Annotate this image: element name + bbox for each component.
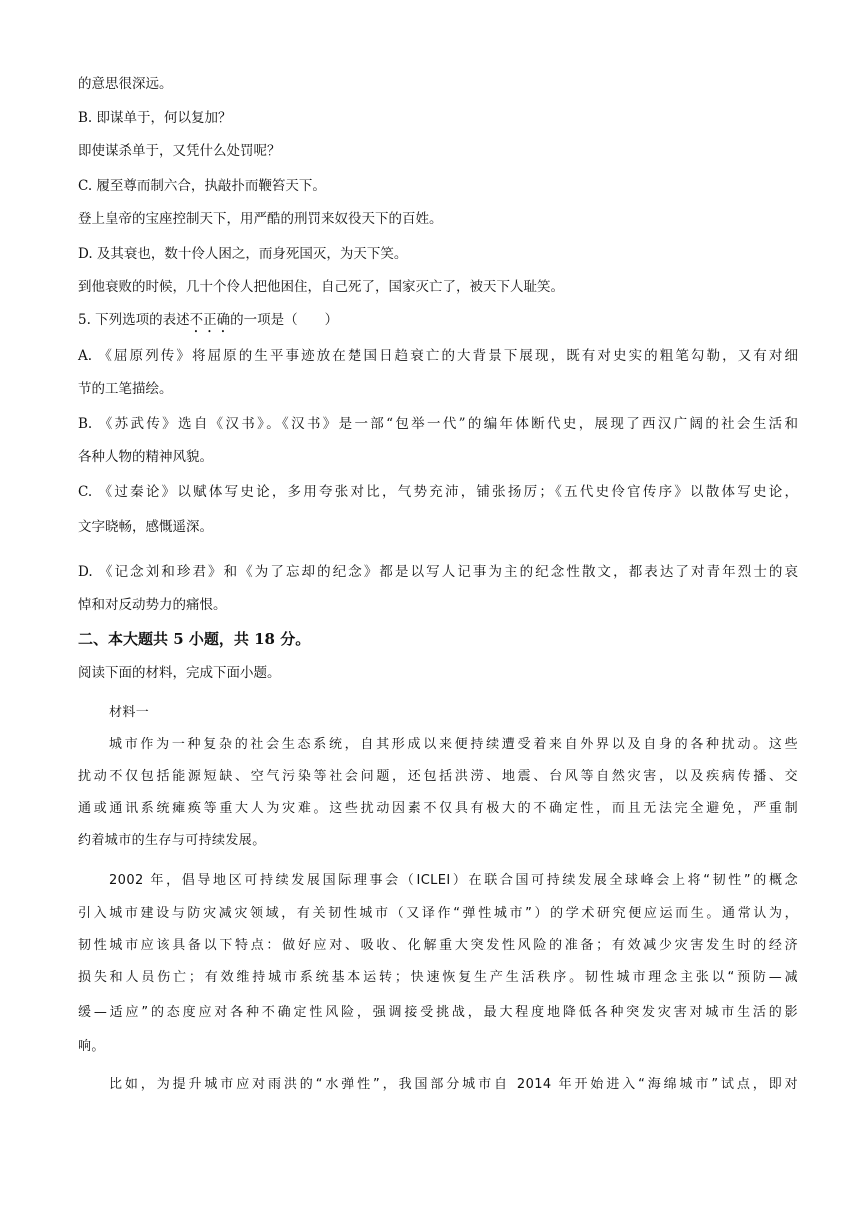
q5-option-d-line2: 悼和对反动势力的痛恨。 <box>78 597 227 613</box>
q4-option-c-translation: 登上皇帝的宝座控制天下，用严酷的刑罚来奴役天下的百姓。 <box>78 211 443 227</box>
material-p2-line6: 响。 <box>78 1039 105 1054</box>
material-p1-line1: 城市作为一种复杂的社会生态系统，自其形成以来便持续遭受着来自外界以及自身的各种扰动。这些 <box>109 737 798 752</box>
prev-translation-end: 的意思很深远。 <box>78 76 173 92</box>
material-p1-line3: 通或通讯系统瘫痪等重大人为灾难。这些扰动因素不仅具有极大的不确定性，而且无法完全避免，严重制 <box>78 801 798 816</box>
q5-option-c-line2: 文字晓畅，感慨遥深。 <box>78 519 213 535</box>
q5-option-a-line1: A. 《屈原列传》将屈原的生平事迹放在楚国日趋衰亡的大背景下展现，既有对史实的粗笔勾勒，又有对细 <box>78 348 798 364</box>
q4-option-d-translation: 到他衰败的时候，几十个伶人把他困住，自己死了，国家灭亡了，被天下人耻笑。 <box>78 279 564 295</box>
section2-instruction: 阅读下面的材料，完成下面小题。 <box>78 665 281 681</box>
material-label: 材料一 <box>109 705 150 720</box>
q5-option-b-line2: 各种人物的精神风貌。 <box>78 449 213 465</box>
section2-heading: 二、本大题共 5 小题，共 18 分。 <box>78 630 311 648</box>
q5-option-b-line1: B. 《苏武传》选自《汉书》。《汉书》是一部“包举一代”的编年体断代史，展现了西汉广阔的社会生活和 <box>78 416 798 432</box>
q5-stem-suffix: 的一项是（ ） <box>230 312 339 328</box>
q4-option-b-translation: 即使谋杀单于，又凭什么处罚呢？ <box>78 143 281 159</box>
material-p2-line4: 损失和人员伤亡；有效维持城市系统基本运转；快速恢复生产生活秩序。韧性城市理念主张以“预防—减 <box>78 970 798 985</box>
material-p2-line5: 缓—适应”的态度应对各种不确定性风险，强调接受挑战，最大程度地降低各种突发灾害对城市生活的影 <box>78 1005 798 1020</box>
material-p1-line4: 约着城市的生存与可持续发展。 <box>78 833 266 848</box>
q5-stem-emphasis: 不正确 <box>189 312 231 328</box>
q4-option-d: D. 及其衰也，数十伶人困之，而身死国灭，为天下笑。 <box>78 246 408 262</box>
q5-stem-prefix: 5. 下列选项的表述 <box>78 312 190 328</box>
q4-option-b: B. 即谋单于，何以复加？ <box>78 110 232 126</box>
material-p3-line1: 比如，为提升城市应对雨洪的“水弹性”，我国部分城市自 2014 年开始进入“海绵城市”试点，即对 <box>109 1077 798 1092</box>
material-p1-line2: 扰动不仅包括能源短缺、空气污染等社会问题，还包括洪涝、地震、台风等自然灾害，以及疾病传播、交 <box>78 769 798 784</box>
q5-option-c-line1: C. 《过秦论》以赋体写史论，多用夸张对比，气势充沛，铺张扬厉；《五代史伶官传序》以散体写史论， <box>78 484 798 500</box>
q5-option-a-line2: 节的工笔描绘。 <box>78 381 173 397</box>
q4-option-c: C. 履至尊而制六合，执敲扑而鞭笞天下。 <box>78 178 326 194</box>
q5-option-d-line1: D. 《记念刘和珍君》和《为了忘却的纪念》都是以写人记事为主的纪念性散文，都表达了对青年烈士的哀 <box>78 564 798 580</box>
q5-stem <box>78 310 798 336</box>
material-p2-line3: 韧性城市应该具备以下特点：做好应对、吸收、化解重大突发性风险的准备；有效减少灾害发生时的经济 <box>78 938 798 953</box>
material-p2-line2: 引入城市建设与防灾减灾领域，有关韧性城市（又译作“弹性城市”）的学术研究便应运而生。通常认为， <box>78 906 798 921</box>
material-p2-line1: 2002 年，倡导地区可持续发展国际理事会（ICLEI）在联合国可持续发展全球峰会上将“韧性”的概念 <box>109 873 798 888</box>
